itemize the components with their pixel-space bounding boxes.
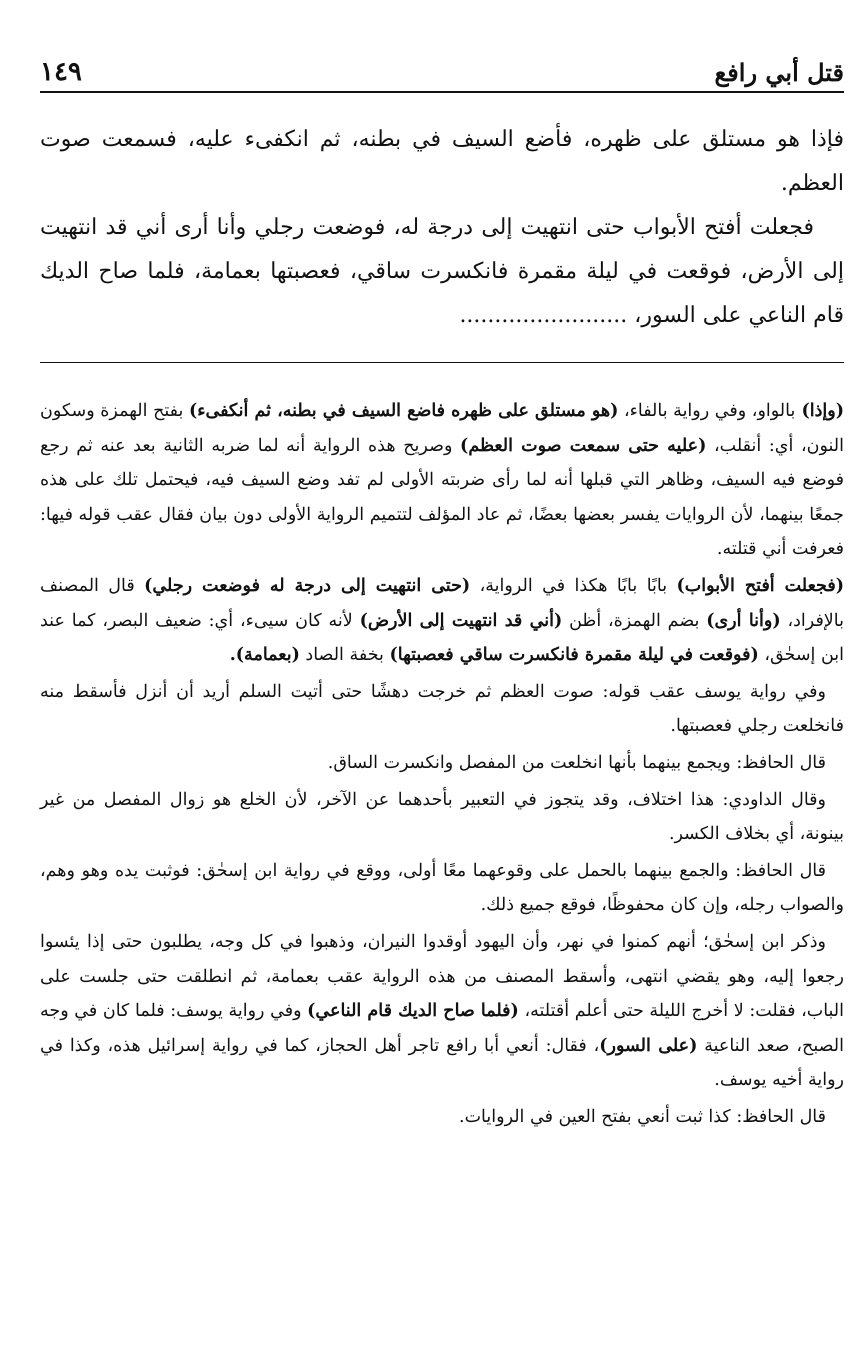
quoted-phrase: (فوقعت في ليلة مقمرة فانكسرت ساقي فعصبتها) xyxy=(389,645,759,666)
main-text xyxy=(40,118,844,338)
commentary-paragraph-2 xyxy=(40,569,844,673)
page-header xyxy=(40,54,844,90)
commentary-paragraph-3: وفي رواية يوسف عقب قوله: صوت العظم ثم خرجت دهشًا حتى أتيت السلم أريد أن أنزل فأسقط منه فانخلعت رجلي فعصبتها. xyxy=(40,681,844,737)
quoted-phrase: (أني قد انتهيت إلى الأرض) xyxy=(359,610,563,631)
commentary-paragraph-4: قال الحافظ: ويجمع بينهما بأنها انخلعت من المفصل وانكسرت الساق. xyxy=(327,752,826,773)
quoted-phrase: (وأنا أرى) xyxy=(706,610,781,631)
page-number: ١٤٩ xyxy=(40,57,82,87)
commentary-text: بفتح الهمزة وسكون النون، أي: أنقلب، xyxy=(40,401,845,456)
quoted-phrase: (حتى انتهيت إلى درجة له فوضعت رجلي) xyxy=(144,575,471,596)
quoted-phrase: (فلما صاح الديك قام الناعي) xyxy=(307,1001,519,1022)
header-divider xyxy=(40,91,844,93)
commentary-paragraph-5: وقال الداودي: هذا اختلاف، وقد يتجوز في التعبير بأحدهما عن الآخر، لأن الخلع هو زوال المفصل من غير بينونة، أي بخلاف الكسر. xyxy=(40,789,844,845)
quoted-phrase: (عليه حتى سمعت صوت العظم) xyxy=(460,435,707,456)
commentary-paragraph-6: قال الحافظ: والجمع بينهما بالحمل على وقوعهما معًا أولى، ووقع في رواية ابن إسحٰق: فوثبت يده وهو وهم، والصواب رجله، وإن كان محفوظًا، فوقع جميع ذلك. xyxy=(40,860,844,916)
main-paragraph-2: فجعلت أفتح الأبواب حتى انتهيت إلى درجة له، فوضعت رجلي وأنا أرى أني قد انتهيت إلى الأرض، فوقعت في ليلة مقمرة فانكسرت ساقي، فعصبتها بعمامة، فلما صاح الديك قام الناعي على السور، ........................ xyxy=(40,215,844,328)
quoted-phrase: (فجعلت أفتح الأبواب) xyxy=(676,575,844,596)
commentary-text: بابًا بابًا هكذا في الرواية، xyxy=(470,575,677,596)
quoted-phrase: (على السور) xyxy=(599,1035,698,1056)
commentary-paragraph-7 xyxy=(40,925,844,1098)
commentary-text: بخفة الصاد xyxy=(299,645,390,666)
commentary-text: بضم الهمزة، أظن xyxy=(562,610,707,631)
quoted-phrase: (هو مستلق على ظهره فاضع السيف في بطنه، ثم أنكفىء) xyxy=(188,401,619,421)
commentary-text: لأنه كان سيىء، أي: ضعيف البصر، كما عند ابن إسحٰق، xyxy=(40,610,844,666)
commentary-paragraph-8: قال الحافظ: كذا ثبت أنعي بفتح العين في الروايات. xyxy=(459,1106,826,1127)
commentary-text: بالواو، وفي رواية بالفاء، xyxy=(618,401,796,421)
quoted-phrase: (وإذا) xyxy=(795,401,844,421)
commentary-text: وذكر ابن إسحٰق؛ أنهم كمنوا في نهر، وأن اليهود أوقدوا النيران، وذهبوا في كل وجه، يطلبون حتى إذا يئسوا رجعوا إليه، وهو يقضي انتهى، وأسقط المصنف من هذه الرواية عقب بعمامة، ثم انطلقت حتى جلست على الباب، فقلت: لا أخرج الليلة حتى أعلم أقتلته، xyxy=(40,931,844,1022)
commentary-text: قال المصنف بالإفراد، xyxy=(40,575,844,631)
commentary-text: وفي رواية يوسف: فلما كان في وجه الصبح، صعد الناعية xyxy=(40,1001,844,1056)
footnote-divider xyxy=(40,362,844,363)
commentary xyxy=(40,394,844,1136)
commentary-text: ، فقال: أنعي أبا رافع تاجر أهل الحجاز، كما في رواية إسرائيل هذه، وكذا في رواية أخيه يوسف. xyxy=(40,1035,844,1091)
main-paragraph-1: فإذا هو مستلق على ظهره، فأضع السيف في بطنه، ثم انكفىء عليه، فسمعت صوت العظم. xyxy=(40,127,844,196)
commentary-paragraph-1 xyxy=(40,394,844,567)
commentary-text: وصريح هذه الرواية أنه لما ضربه الثانية بعد عنه ثم رجع فوضع فيه السيف، وظاهر التي قبلها أنه لما رأى ضربته الأولى لم تفد وضع السيف فيه، فيحتمل تلك على هذه جمعًا بينهما، لأن الروايات يفسر بعضها بعضًا، ثم عاد المؤلف لتتميم الرواية الأولى دون بيان فقال عقب قوله فيها: فعرفت أني قتلته. xyxy=(40,435,844,560)
quoted-phrase: (بعمامة). xyxy=(229,645,300,666)
chapter-title: قتل أبي رافع xyxy=(714,57,844,87)
